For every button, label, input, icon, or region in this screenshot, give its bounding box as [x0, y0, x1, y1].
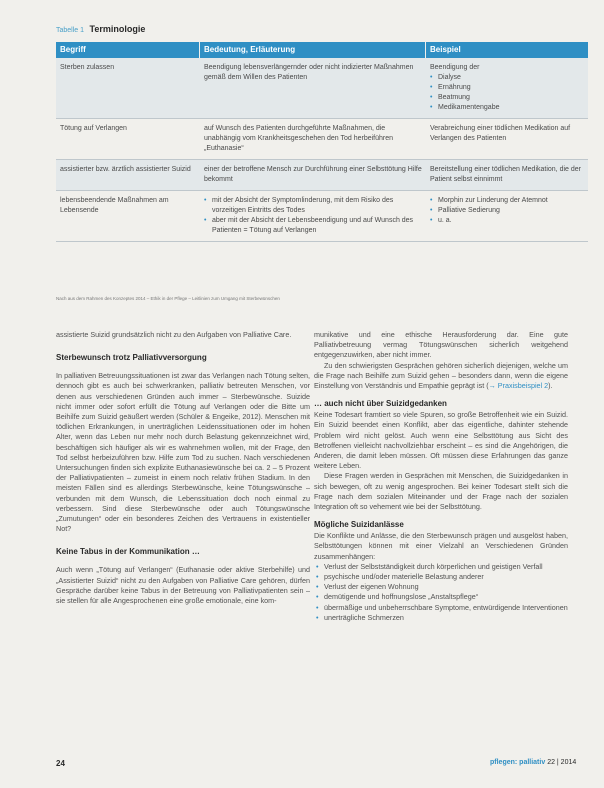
publication-issue: 22 | 2014 [547, 759, 577, 766]
meaning-item: • aber mit der Absicht der Lebensbeendigung und auf Wunsch des Patienten = Tötung auf Verlangen [204, 216, 422, 236]
table-cell-example: Verabreichung einer tödlichen Medikation auf Verlangen des Patienten [430, 125, 571, 142]
table-cell-example [426, 191, 588, 241]
section-heading: Sterbewunsch trotz Palliativversorgung [56, 353, 207, 363]
table-row [56, 58, 588, 119]
list-item: • Verlust der eigenen Wohnung [314, 582, 568, 592]
bullet-list [314, 562, 568, 623]
list-item: • Verlust der Selbstständigkeit durch körperlichen und geistigen Verfall [314, 562, 568, 572]
example-item: • Beatmung [430, 93, 584, 103]
table-caption-number: Tabelle 1 [56, 27, 85, 34]
table-cell-example [426, 58, 588, 118]
table-cell-term: Tötung auf Verlangen [60, 125, 127, 132]
list-item: • psychische und/oder materielle Belastung anderer [314, 572, 568, 582]
table-cell-term: lebensbeendende Maßnahmen am Lebensende [60, 197, 169, 214]
table-cell-meaning: Beendigung lebensverlängernder oder nicht indizierter Maßnahmen gemäß dem Willen des Patienten [204, 64, 414, 81]
table-header-term: Begriff [56, 42, 200, 58]
list-item: • übermäßige und unbeherrschbare Symptome, entwürdigende Interventionen [314, 603, 568, 613]
paragraph: Die Konflikte und Anlässe, die den Sterbewunsch prägen und ausgelöst haben, Selbsttötungen können mit einer Vielzahl an Verschiedenen Gründen zusammenhängen: [314, 531, 568, 561]
table-cell-meaning: einer der betroffene Mensch zur Durchführung einer Selbsttötung Hilfe bekommt [204, 166, 422, 183]
table-row [56, 119, 588, 160]
paragraph: Diese Fragen werden in Gesprächen mit Menschen, die Suizidgedanken in sich bewegen, oft zu wenig angesprochen. Bei keiner Todesart stellt sich die Frage nach dem sozialen Miteinander und der Frage nach der sozialen Integration oft so vehement wie bei der Selbsttötung. [314, 471, 568, 512]
table-cell-term: Sterben zulassen [60, 64, 115, 71]
paragraph: Keine Todesart framtiert so viele Spuren, so große Betroffenheit wie ein Suizid. Ein Suizid beendet einen Konflikt, aber das eigentliche, dahinter stehende Problem wird nicht gelöst. Auch wenn eine Selbsttötung aus Sicht des Betroffenen vielleicht nachvollziehbar erscheint – es sind die Angehörigen, die Anderen, die damit leben müssen. Oft müssen diese Erfahrungen das ganze weitere Leben. [314, 410, 568, 471]
list-item: • unerträgliche Schmerzen [314, 613, 568, 623]
table-cell-term: assistierter bzw. ärztlich assistierter Suizid [60, 166, 191, 173]
meaning-item: • mit der Absicht der Symptomlinderung, mit dem Risiko des vorzeitigen Eintritts des Todes [204, 196, 422, 216]
section-heading: Keine Tabus in der Kommunikation … [56, 547, 200, 557]
example-item: • Morphin zur Linderung der Atemnot [430, 196, 584, 206]
table-header-meaning: Bedeutung, Erläuterung [200, 42, 426, 58]
publication-brand: pflegen: palliativ [490, 759, 546, 766]
table-caption [56, 24, 145, 34]
table-row [56, 191, 588, 242]
table-source-note: Nach aus dem Rahmen des Konzeptes 2014 – Ethik in der Pflege – Leitlinien zum Umgang mit Sterbewünschen [56, 296, 280, 301]
text-column-right [314, 330, 568, 623]
example-item: • Ernährung [430, 83, 584, 93]
terminology-table [56, 42, 588, 242]
cross-reference: → Praxisbeispiel 2 [488, 381, 549, 391]
example-intro: Beendigung der [430, 64, 480, 71]
paragraph: In palliativen Betreuungssituationen ist zwar das Verlangen nach Tötung selten, dennoch gibt es auch bei schwerkranken, palliativ betreuten Menschen, vor denen aus verschiedenen Gründen auch immer – Sterbewünsche. Suizide nicht immer oder sofort erfüllt die Tötung auf Verlangen oder die Bitte um Beihilfe zum Suizid geäußert werden (Schüler & Engeike, 2012). Menschen mit tödlichen Erkrankungen, in unerträglichen Leidenssituationen oder im hohen Alter, wenn das Leben nur mehr noch durch Belastung gekennzeichnet wird, beschäftigen sich häufiger als wir es wahrnehmen wollen, mit der Frage, den Tod selbst herbeizuführen bzw. Hilfe zum Tod zu suchen. Nach verschiedenen Untersuchungen finden sich explizite Euthanasiewünsche bei ca. 2 – 5 Prozent der Palliativpatienten – zumeist in einem noch relativ frühen Stadium. In den meisten Fällen sind es allerdings Sterbewünsche, keine Tötungswünsche – verbunden mit dem Wunsch, die Lebenssituation doch noch einmal zu verbessern. Sind diese Sterbewünsche oder auch Tötungswünsche „Zumutungen“ oder ein besonderes Zeichen des Vertrauens in existentieller Not? [56, 371, 310, 534]
table-cell-example: Bereitstellung einer tödlichen Medikation, die der Patient selbst einnimmt [430, 166, 581, 183]
table-header-example: Beispiel [430, 45, 461, 54]
section-heading: … auch nicht über Suizidgedanken [314, 399, 447, 409]
table-cell-meaning: auf Wunsch des Patienten durchgeführte Maßnahmen, die unabhängig vom Krankheitsgeschehen den Tod herbeiführen „Euthanasie“ [204, 125, 394, 152]
table-row [56, 160, 588, 191]
page-number: 24 [56, 759, 65, 768]
example-item: • Dialyse [430, 73, 584, 83]
paragraph: Zu den schwierigsten Gesprächen gehören sicherlich diejenigen, welche um die Frage nach Beihilfe zum Suizid gehen – besonders dann, wenn die eigene Einstellung von Verständnis und Empathie geprägt ist (→ Praxisbeispiel 2). [314, 360, 568, 391]
example-item: • Medikamentengabe [430, 103, 584, 113]
example-item: • u. a. [430, 216, 584, 226]
table-header-row [56, 42, 588, 58]
list-item: • demütigende und hoffnungslose „Anstaltspflege“ [314, 592, 568, 602]
paragraph: Auch wenn „Tötung auf Verlangen“ (Euthanasie oder aktive Sterbehilfe) und „Assistierter Suizid“ nicht zu den Aufgaben von Palliative Care gehören, dürfen Gespräche darüber keine Tabus in der Betreuung von Palliativpatienten sein – sie stellen für alle Angesprochenen eine große emotionale, eine kom- [56, 565, 310, 606]
text-column-left [56, 330, 310, 606]
table-cell-meaning [200, 191, 426, 241]
section-heading: Mögliche Suizidanlässe [314, 520, 404, 530]
paragraph: assistierte Suizid grundsätzlich nicht zu den Aufgaben von Palliative Care. [56, 330, 292, 339]
example-item: • Palliative Sedierung [430, 206, 584, 216]
publication-info [490, 759, 576, 766]
table-caption-title: Terminologie [89, 24, 146, 34]
paragraph: munikative und eine ethische Herausforderung dar. Eine gute Palliativbetreuung vermag Tötungswünschen sicherlich weitgehend entgegenzuwirken, aber nicht immer. [314, 330, 568, 360]
